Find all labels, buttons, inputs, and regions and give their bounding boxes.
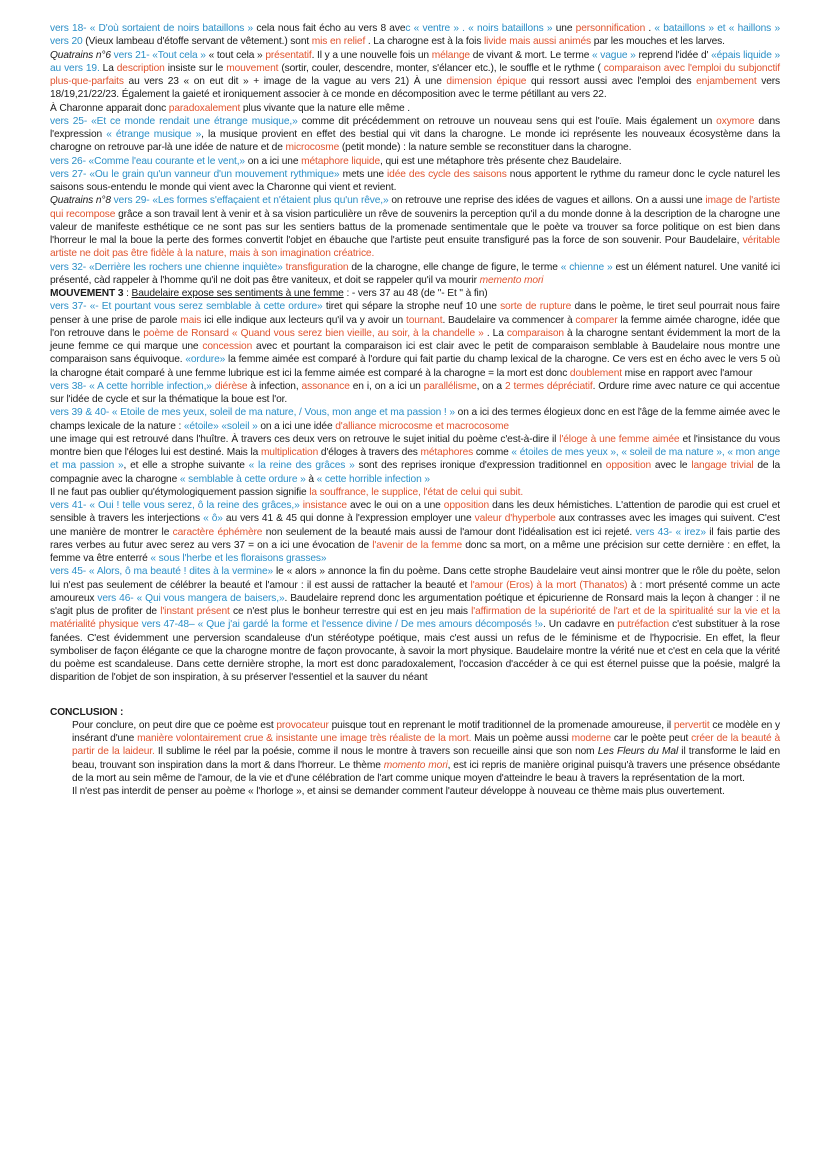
body-text: par les mouches et les larves.: [590, 36, 725, 48]
body-text: c'est substituer à la rose fanées. C'est évidemment une perversion scandaleuse d'un stéréotype poétique, mais c'est aussi un refus de le féminisme et de l'hypocrisie. En effet, la fleur symboliser de façon élégante ce que la charogne montre de façon provocante, à savoir la mort physique. Baudelaire montre la vérité nue et c'est en cela que la vérité du poème est scandaleuse. Dans cette dernière strophe, la mort est donc paradoxalement, l'occasion d'accéder à ce qui est éternel puisse que la poésie, malgré la disparition de l'objet de son inspiration, à su préserver l'essentiel et la sauver du néant: [50, 619, 780, 684]
device-highlight: personnification: [575, 23, 646, 34]
para-vers-45: [50, 565, 780, 684]
body-text: avec le: [651, 460, 692, 472]
body-text: « tout cela »: [208, 49, 266, 61]
body-text: : - vers 37 au 48 (de "- Et " à fin): [343, 288, 488, 299]
body-text: au vers 41 & 45 qui donne à l'expression employer une: [222, 513, 475, 525]
quote-text: « ô»: [203, 513, 223, 525]
quote-text: c « ventre » . « noirs bataillons »: [405, 23, 553, 34]
body-text: le « alors » annonce la fin du poème. Dans cette strophe Baudelaire veut ainsi montrer que le rôle du poète, selon lui n'est pas seulement de célébrer la beauté et l'amour : il est aussi de rattacher la beauté et: [50, 566, 780, 591]
quote-text: vers 46- « Qui vous mangera de baisers,»: [97, 592, 285, 604]
quote-text: vers 32- «Derrière les rochers une chienne inquiète»: [50, 261, 283, 273]
device-highlight: concession: [202, 341, 253, 352]
device-highlight: momento mori: [383, 759, 448, 771]
device-highlight: métaphore liquide: [301, 155, 381, 167]
device-highlight: caractère éphémère: [172, 526, 263, 538]
body-text: Baudelaire expose ses sentiments à une femme: [131, 288, 344, 299]
body-text: plus vivante que la nature elle même .: [240, 102, 410, 114]
body-text: . Ordure rime avec nature ce qui accentue sur l'idée de cycle et sur la thématique la boue est l'or.: [50, 380, 780, 405]
device-highlight: présentatif: [265, 49, 312, 61]
body-text: , et elle a strophe suivante: [123, 460, 249, 472]
device-highlight: l'éloge à une femme aimée: [559, 433, 680, 445]
device-highlight: sorte de rupture: [500, 301, 572, 313]
device-highlight: assonance: [301, 380, 350, 392]
quote-text: «ordure»: [185, 354, 226, 366]
body-text: de vivant & mort. Le terme: [469, 49, 592, 61]
device-highlight: memento mori: [479, 274, 544, 286]
device-highlight: poème de Ronsard « Quand vous serez bien vieille, au soir, à la chandelle »: [143, 327, 484, 339]
body-text: (Vieux lambeau d'étoffe servant de vêtement.) sont: [82, 36, 312, 48]
para-vers-32: [50, 261, 780, 288]
body-text: , on a: [476, 380, 505, 392]
body-text: comme: [473, 447, 512, 458]
body-text: avec le oui on a une: [346, 500, 444, 511]
quote-text: « la reine des grâces »: [248, 460, 355, 472]
para-mouvement-3: [50, 287, 780, 300]
quote-text: vers 21- «Tout cela »: [110, 49, 209, 61]
body-text: à : mort présenté comme un acte amoureux: [50, 579, 780, 604]
para-vers-41: [50, 499, 780, 565]
body-text: il transforme le laid en beau, trouvant son inspiration dans la mort & dans l'horreur. Le thème: [72, 746, 780, 771]
device-highlight: livide mais aussi animés: [484, 36, 591, 48]
device-highlight: transfiguration: [282, 261, 349, 273]
body-text: de la compagnie avec la charogne: [50, 460, 781, 485]
quote-text: « étoiles de mes yeux », « soleil de ma nature », « mon ange et ma passion »: [50, 447, 781, 472]
body-text: à: [305, 473, 317, 485]
body-text: d'éloges à travers des: [318, 447, 421, 458]
device-highlight: parallélisme: [423, 380, 477, 392]
quote-text: vers 41- « Oui ! telle vous serez, ô la reine des grâces,»: [50, 500, 300, 511]
device-highlight: paradoxalement: [168, 102, 241, 114]
quote-text: vers 39 & 40- « Etoile de mes yeux, soleil de ma nature, / Vous, mon ange et ma passion ! »: [50, 407, 455, 419]
analysis-body: [50, 22, 780, 685]
device-highlight: mélange: [431, 49, 470, 61]
quote-text: « sous l'herbe et les floraisons grasses»: [150, 553, 327, 564]
body-text: insiste sur le: [164, 62, 227, 74]
quote-text: vers 45- « Alors, ô ma beauté ! dites à la vermine»: [50, 566, 274, 578]
device-highlight: l'avenir de la femme: [372, 539, 463, 551]
quote-text: vers 47-48– « Que j'ai gardé la forme et l'essence divine / De mes amours décomposés !»: [141, 619, 543, 631]
body-text: la femme aimée est comparé à l'ordure qui fait partie du champ lexical de la charogne. Ce vers est en écho avec le vers 5 où la charogne était comparé à une femme lubrique est ici la femme aimée est comparé à la charogne = la mort est donc: [50, 354, 780, 379]
body-text: il fais partie des rares verbes au futur avec serez au vers 37 = on a ici une évocation de: [50, 526, 780, 551]
device-highlight: opposition: [605, 460, 652, 472]
body-text: , la musique provient en effet des bestial qui vit dans la charogne. Le monde ici représente les nouveaux écosystème dans la charogne on retrouve par-là une idée de nature et de: [50, 129, 780, 154]
body-text: dans les deux hémistiches. L'attention de parodie qui est cruel et sensible à travers les interjections: [50, 500, 780, 525]
body-text: on a ici une: [244, 155, 302, 167]
body-text: on a ici des termes élogieux donc en est l'âge de la femme aimée avec le champs lexicale de la nature :: [50, 407, 780, 432]
quote-text: vers 26- «Comme l'eau courante et le vent,»: [50, 155, 245, 167]
device-highlight: moderne: [571, 733, 611, 744]
para-etymologique: [50, 486, 780, 499]
para-vers-25: [50, 115, 780, 155]
quote-text: « chienne »: [560, 261, 613, 273]
body-text: tiret qui sépare la strophe neuf 10 une: [322, 301, 501, 313]
device-highlight: l'instant présent: [160, 606, 230, 617]
body-text: la femme aimée charogne, idée que l'on retrouve dans le: [50, 314, 780, 339]
body-text: (sortir, couler, descendre, monter, s'élancer etc.), le souffle et le rythme (: [278, 62, 604, 74]
device-highlight: insistance: [302, 500, 347, 511]
body-text: Il n'est pas interdit de penser au poème « l'horloge », et ainsi se demander comment l'auteur développe à nouveau ce thème mais plus ouvertement.: [72, 786, 725, 797]
device-highlight: doublement: [569, 367, 622, 379]
quote-text: « semblable à cette ordure »: [179, 473, 306, 485]
body-text: en i, on a ici un: [349, 380, 424, 392]
para-quatrains-6: [50, 49, 780, 102]
device-highlight: dimension épique: [446, 76, 527, 87]
body-text: dans le poème, le tiret seul pourrait nous faire penser à une prise de parole: [50, 301, 780, 326]
body-text: . La charogne est à la fois: [365, 36, 485, 48]
para-image-huitre: [50, 433, 780, 486]
device-highlight: microcosme: [285, 142, 340, 154]
body-text: Il ne faut pas oublier qu'étymologiquement passion signifie: [50, 486, 310, 498]
body-text: une image qui est retrouvé dans l'huître. À travers ces deux vers on retrouve le sujet initial du poème c'est-à-dire il: [50, 433, 560, 445]
device-highlight: tournant: [406, 314, 443, 326]
quote-text: vers 27- «Ou le grain qu'un vanneur d'un mouvement rythmique»: [50, 168, 340, 180]
body-text: vers 18/19,21/22/23. Également la gaieté et ironiquement associer à ce monde en décomposition avec le terme pétillant au vers 22.: [50, 76, 780, 101]
device-highlight: idée des cycle des saisons: [387, 168, 507, 180]
quote-text: vers 37- «- Et pourtant vous serez semblable à cette ordure»: [50, 301, 323, 313]
body-text: au vers 23 « on eut dit » + image de la vague au vers 21) À une: [123, 76, 447, 87]
body-text: :: [123, 288, 132, 299]
device-highlight: langage trivial: [691, 460, 754, 472]
body-text: aux contrasses avec les images qui suivent. C'est une manière de montrer le: [50, 513, 780, 538]
body-text: puisque tout en reprenant le motif traditionnel de la promenade amoureuse, il: [328, 719, 674, 731]
body-text: cela nous fait écho au vers 8 ave: [256, 23, 406, 34]
body-text: mets une: [339, 168, 388, 180]
body-text: à infection,: [247, 380, 302, 392]
body-text: on a ici une idée: [257, 420, 336, 432]
device-highlight: mais: [180, 314, 202, 326]
device-highlight: comparer: [575, 314, 618, 326]
quote-text: vers 18- « D'où sortaient de noirs bataillons »: [50, 23, 257, 34]
device-highlight: enjambement: [696, 76, 757, 87]
quote-text: «épais liquide » au vers 19.: [50, 49, 781, 74]
body-text: MOUVEMENT 3: [50, 288, 124, 299]
para-vers-27: [50, 168, 780, 195]
quote-text: « vague »: [591, 49, 636, 61]
body-text: , qui est une métaphore très présente chez Baudelaire.: [380, 155, 622, 167]
body-text: car le poète peut: [610, 733, 692, 744]
device-highlight: mis en relief: [311, 36, 366, 48]
body-text: avec et pourtant la comparaison ici est clair avec le petit de comparaison semblable à Baudelaire nous montre une comparaison sans équivoque.: [50, 341, 781, 366]
device-highlight: comparaison: [506, 327, 564, 339]
body-text: dans l'expression: [50, 115, 780, 140]
device-highlight: comparaison avec l'emploi du subjonctif plus-que-parfaits: [50, 62, 781, 87]
body-text: Mais un poème aussi: [471, 733, 572, 744]
body-text: est un élément naturel. Une vanité ici présenté, càd rappeler à l'homme qu'il ne doit pas être vaniteux, et doit se rappeler qu'il va mourir: [50, 261, 780, 286]
quote-text: « étrange musique »: [106, 129, 202, 140]
device-highlight: créer de la beauté à partir de la laideur.: [72, 733, 781, 758]
quote-text: vers 43- « irez»: [635, 526, 706, 538]
body-text: reprend l'idée d': [635, 49, 712, 61]
device-highlight: putréfaction: [617, 619, 670, 631]
device-highlight: d'alliance microcosme et macrocosome: [335, 420, 509, 432]
body-text: non seulement de la beauté mais aussi de l'amour dont l'idéalisation est ici rejeté.: [262, 526, 636, 538]
device-highlight: diérèse: [214, 380, 248, 392]
device-highlight: l'amour (Eros) à la mort (Thanatos): [470, 579, 628, 591]
device-highlight: description: [116, 62, 165, 74]
device-highlight: valeur d'hyperbole: [474, 513, 556, 525]
para-vers-39-40: [50, 406, 780, 433]
device-highlight: image de l'artiste qui recompose: [50, 195, 780, 220]
body-text: ici elle indique aux lecteurs qu'il va y avoir un: [201, 314, 406, 326]
quote-text: vers 25- «Et ce monde rendait une étrange musique,»: [50, 115, 298, 127]
body-text: .: [645, 23, 655, 34]
conclusion-heading: CONCLUSION :: [50, 706, 124, 718]
device-highlight: opposition: [443, 500, 490, 511]
body-text: , est ici repris de manière original puisqu'à travers une présence obsédante de la mort au sein même de l'amour, de la vie et d'une célébration de l'art comme unique moyen d'atteindre le beau à travers la représentation de la mort.: [72, 759, 780, 784]
body-text: . Il y a une nouvelle fois un: [311, 49, 432, 61]
para-vers-38: [50, 380, 780, 407]
body-text: qui ressort aussi avec l'emploi des: [526, 76, 697, 87]
quote-text: « cette horrible infection »: [316, 473, 430, 485]
body-text: ce n'est plus le bonheur terrestre qui est en jeu mais: [229, 606, 472, 617]
quote-text: vers 29- «Les formes s'effaçaient et n'étaient plus qu'un rêve,»: [110, 195, 389, 207]
body-text: . Baudelaire va commencer à: [442, 314, 576, 326]
body-text: à la charogne sentant évidemment la mort de la jeune femme ce qui marque une: [50, 327, 780, 352]
device-highlight: mouvement: [226, 62, 279, 74]
body-text: de la charogne, elle change de figure, le terme: [348, 261, 561, 273]
body-text: Les Fleurs du Mal: [597, 746, 679, 758]
body-text: une: [552, 23, 576, 34]
para-vers-37: [50, 300, 780, 380]
body-text: donc sa mort, on a même une précision sur cette dernière : en effet, la femme va être enterré: [50, 539, 780, 564]
device-highlight: la souffrance, le supplice, l'état de celui qui subit.: [309, 486, 524, 498]
para-conclusion-2: [72, 785, 780, 798]
body-text: on retrouve une reprise des idées de vagues et aillons. On a aussi une: [388, 195, 706, 207]
body-text: Pour conclure, on peut dire que ce poème est: [72, 719, 277, 731]
device-highlight: oxymore: [716, 115, 755, 127]
quote-text: « bataillons » et « haillons » vers 20: [50, 23, 780, 48]
device-highlight: 2 termes dépréciatif: [504, 380, 593, 392]
body-text: sont des reprises ironique d'expression traditionnel en: [354, 460, 606, 472]
quote-text: vers 38- « A cette horrible infection,»: [50, 380, 212, 392]
spacer: [50, 685, 780, 698]
para-quatrains-8: [50, 194, 780, 260]
body-text: et l'insistance du vous montre bien que l'éloges lui est destiné. Mais la: [50, 433, 780, 458]
body-text: ce modèle en y insérant d'une: [72, 719, 781, 744]
para-vers-26: [50, 155, 780, 168]
body-text: Quatrains n°6: [50, 49, 111, 61]
para-vers-18: [50, 22, 780, 49]
body-text: Il sublime le réel par la poésie, comme il nous le montre à travers son recueille ainsi que son nom: [154, 746, 598, 758]
body-text: . Un cadavre en: [542, 619, 618, 631]
device-highlight: provocateur: [276, 719, 329, 731]
body-text: (petit monde) : la nature semble se reconstituer dans la charogne.: [339, 142, 632, 154]
device-highlight: métaphores: [420, 447, 474, 458]
device-highlight: véritable artiste ne doit pas être fidèle à la nature, mais à son imagination créatrice.: [50, 235, 780, 260]
body-text: mise en rapport avec l'amour: [621, 367, 753, 379]
conclusion-body: [50, 719, 780, 799]
device-highlight: multiplication: [260, 447, 319, 458]
body-text: grâce a son travail lent à venir et à sa vision particulière un rêve de souvenirs la perception qu'il a du monde donne à la description de la charogne une valeur de manifeste esthétique ce ne sont pas sur les sentiers battus de la promenade sentimentale que le poète va trouver sa force politique on est bien dans l'horreur le mal la boue la perte des formes convertit l'objet en ébauche que l'artiste peut ensuite transfiguré pas la force de son souvenir. Pour Baudelaire,: [50, 208, 781, 246]
quote-text: «étoile» «soleil »: [183, 420, 258, 432]
device-highlight: l'affirmation de la supériorité de l'art et de la spiritualité sur la vie et la matérialité physique: [50, 606, 780, 631]
para-charonne: [50, 102, 780, 115]
body-text: . Baudelaire reprend donc les argumentation poétique et épicurienne de Ronsard mais la leçon à changer : il ne s'agit plus de profiter de: [50, 592, 780, 617]
device-highlight: manière volontairement crue & insistante une image très réaliste de la mort.: [137, 733, 472, 744]
para-conclusion-1: [72, 719, 780, 785]
body-text: Quatrains n°8: [50, 195, 111, 207]
device-highlight: pervertit: [673, 719, 710, 731]
body-text: comme dit précédemment on retrouve un nouveau sens qui est l'ouïe. Mais également un: [297, 115, 717, 127]
body-text: La: [99, 62, 117, 74]
body-text: nous apportent le rythme du rameur donc le cycle naturel les saisons sous-entendu le monde qui vient avec la Charonne qui vient et revient.: [50, 168, 780, 193]
body-text: . La: [483, 327, 507, 339]
body-text: À Charonne apparait donc: [50, 102, 169, 114]
